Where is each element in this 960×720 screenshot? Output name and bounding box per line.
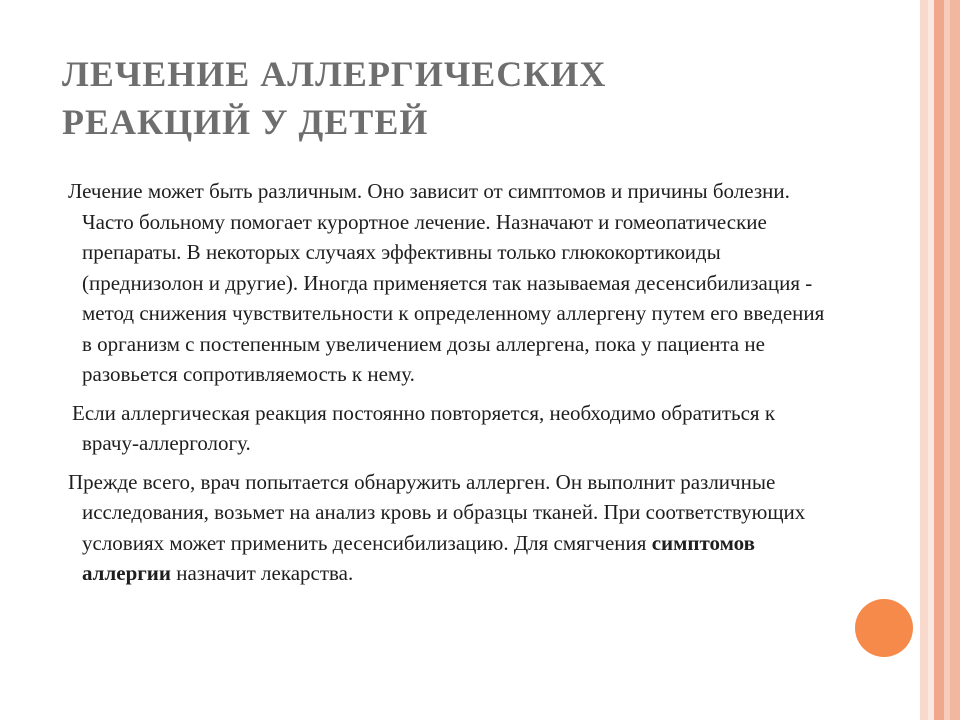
paragraph-treatment: Лечение может быть различным. Оно зависит от симптомов и причины болезни. Часто больному помогает курортное лечение. Назначают и гомеопатические препараты. В некоторых случаях эффективны только глюкокортикоиды (преднизолон и другие). Иногда применяется так называемая десенсибилизация - метод снижения чувствительности к определенному аллергену путем его введения в организм с постепенным увеличением дозы аллергена, пока у пациента не разовьется сопротивляемость к нему. bbox=[68, 179, 825, 386]
border-stripe-3 bbox=[934, 0, 944, 720]
paragraph-diagnosis-bold-phrase: симптомов аллергии bbox=[82, 530, 755, 585]
paragraph-allergist: Если аллергическая реакция постоянно повторяется, необходимо обратиться к врачу-аллергологу. bbox=[72, 400, 776, 455]
slide-title bbox=[62, 50, 822, 146]
slide-title-line-1: ЛЕЧЕНИЕ АЛЛЕРГИЧЕСКИХ bbox=[62, 54, 607, 94]
paragraph-diagnosis-text-start: Прежде всего, врач попытается обнаружить аллерген. Он выполнит различные исследования, возьмет на анализ кровь и образцы тканей. При соответствующих условиях может применить десенсибилизацию. Для смягчения bbox=[68, 469, 806, 555]
decorative-border-stripes bbox=[920, 0, 960, 720]
paragraph-diagnosis bbox=[66, 467, 836, 589]
paragraph-diagnosis-text-end: назначит лекарства. bbox=[170, 561, 354, 585]
border-stripe-5 bbox=[950, 0, 960, 720]
slide-body bbox=[66, 176, 836, 597]
border-stripe-1 bbox=[920, 0, 928, 720]
slide-title-line-2: РЕАКЦИЙ У ДЕТЕЙ bbox=[62, 102, 429, 142]
decorative-orange-circle bbox=[855, 599, 913, 657]
